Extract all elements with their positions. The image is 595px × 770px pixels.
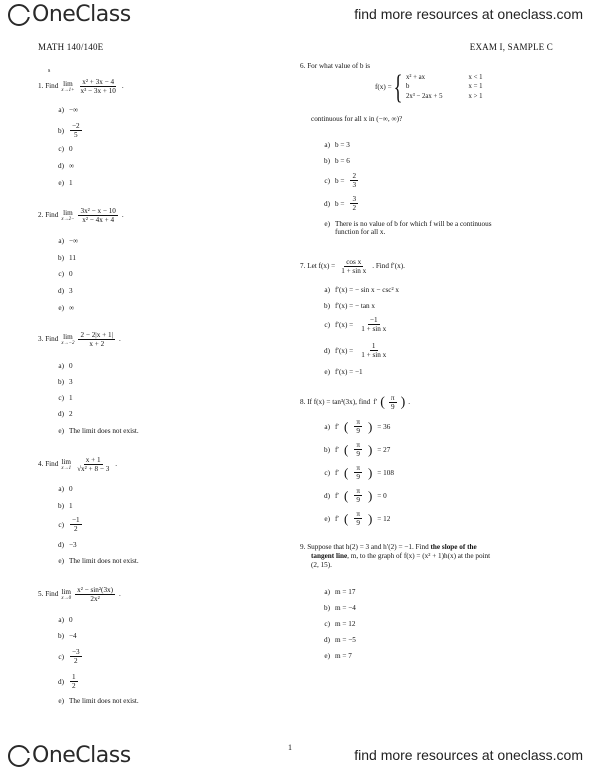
q3-den: x + 2 xyxy=(89,340,105,349)
q8-option-a[interactable]: a) f′ ( $\frac{\pi}{9}$ ) = 36 xyxy=(318,418,390,436)
question-8: 8. If f(x) = tan³(3x), find f′ ( $\frac{\pi}{9}$ ) . xyxy=(300,394,411,412)
q2-fraction xyxy=(78,207,117,225)
q5-option-b[interactable] xyxy=(52,632,77,640)
frac-num: −3 xyxy=(72,648,80,656)
q1-option-c[interactable] xyxy=(52,145,73,153)
opt-label: a) xyxy=(58,237,64,245)
opt-label: b) xyxy=(58,378,64,386)
opt-value: 1 xyxy=(69,502,73,510)
opt-fprime: f′ xyxy=(335,422,339,431)
question-1 xyxy=(38,78,124,96)
top-banner xyxy=(0,0,595,30)
frac-den: 2 xyxy=(72,682,76,691)
opt-fraction xyxy=(354,510,362,528)
frac-den: 2 xyxy=(74,525,78,534)
opt-label: e) xyxy=(324,368,330,376)
opt-label: b) xyxy=(324,302,330,310)
opt-value: = 108 xyxy=(377,468,394,477)
q3-end: . xyxy=(119,335,121,344)
opt-fraction xyxy=(354,441,362,459)
q2-den: x² − 4x + 4 xyxy=(82,216,115,225)
q7-option-d[interactable] xyxy=(318,342,389,360)
opt-label: b) xyxy=(58,126,64,135)
opt-value: 0 xyxy=(69,485,73,493)
frac-num: 2 xyxy=(352,172,357,180)
opt-label: e) xyxy=(324,652,330,660)
opt-label: b) xyxy=(324,157,330,165)
q6-continuous-text: continuous for all x in (−∞, ∞)? xyxy=(311,115,403,123)
q3-lim-sub: x→−2 xyxy=(61,340,75,346)
q3-option-d[interactable] xyxy=(52,410,73,418)
q3-option-e[interactable] xyxy=(52,427,139,435)
q2-option-d[interactable] xyxy=(52,287,73,295)
q4-den: √x² + 8 − 3 xyxy=(77,465,110,474)
opt-label: e) xyxy=(324,514,330,523)
frac-num: −1 xyxy=(72,516,80,524)
opt-label: d) xyxy=(324,491,330,500)
case-expr: x² + ax xyxy=(405,74,426,81)
opt-value: 3 xyxy=(69,378,73,386)
q8-stem: 8. If f(x) = tan³(3x), find xyxy=(300,398,371,407)
page-number: 1 xyxy=(288,743,292,752)
opt-fraction xyxy=(70,648,82,666)
q8-option-d[interactable]: d) f′ ( $\frac{\pi}{9}$ ) = 0 xyxy=(318,487,387,505)
q9-option-a[interactable] xyxy=(318,588,355,596)
q9-option-d[interactable] xyxy=(318,636,356,644)
q6-option-b[interactable] xyxy=(318,157,350,165)
question-3 xyxy=(38,331,121,349)
q5-num: x² − sin²(3x) xyxy=(77,586,114,594)
opt-label: e) xyxy=(58,697,64,705)
q5-option-d[interactable] xyxy=(52,673,79,691)
frac-den: 2 xyxy=(74,657,78,666)
frac-num: π xyxy=(356,441,360,449)
q9-option-e[interactable] xyxy=(318,652,352,660)
logo-text: OneClass xyxy=(32,743,131,768)
opt-value: 1 xyxy=(69,179,73,187)
opt-value: = 36 xyxy=(377,422,391,431)
q9-text-3: (2, 15). xyxy=(311,561,332,569)
opt-line-2: function for all x. xyxy=(335,228,386,236)
opt-label: d) xyxy=(324,199,330,208)
frac-den: 9 xyxy=(356,427,360,436)
frac-den: 2 xyxy=(352,204,357,213)
question-7 xyxy=(300,258,405,276)
q9-bold-1: the slope of the xyxy=(430,543,477,551)
q2-option-b[interactable] xyxy=(52,254,76,262)
q7-option-c[interactable] xyxy=(318,316,389,334)
frac-num: −1 xyxy=(369,316,378,324)
frac-num: π xyxy=(356,464,360,472)
frac-den: 9 xyxy=(390,403,395,412)
q1-num: x² + 3x − 4 xyxy=(82,78,115,86)
q7-end: . Find f′(x). xyxy=(372,262,405,271)
opt-fraction xyxy=(354,487,362,505)
q4-stem: 4. Find xyxy=(38,460,59,469)
course-label: MATH 140/140E xyxy=(38,42,104,52)
opt-value: m = −5 xyxy=(335,636,356,644)
q6-option-e[interactable] xyxy=(318,220,492,236)
opt-value: = 0 xyxy=(377,491,387,500)
q8-pi-over-9 xyxy=(389,394,397,412)
q4-option-c[interactable] xyxy=(52,516,83,534)
q4-limit: lim x→1 xyxy=(61,457,72,471)
q1-den: x³ − 3x + 10 xyxy=(80,87,116,96)
q4-option-a[interactable] xyxy=(52,485,73,493)
frac-num: π xyxy=(356,510,360,518)
opt-fraction xyxy=(350,172,358,190)
q6-piecewise xyxy=(375,69,483,107)
opt-value: m = 7 xyxy=(335,652,352,660)
frac-num: π xyxy=(390,394,395,402)
question-4 xyxy=(38,456,117,474)
opt-fraction xyxy=(354,418,362,436)
opt-label: c) xyxy=(324,620,330,628)
opt-value: 1 xyxy=(69,394,73,402)
opt-value: m = 17 xyxy=(335,588,356,596)
opt-value: 11 xyxy=(69,254,76,262)
frac-num: 1 xyxy=(72,673,76,681)
opt-value: f′(x) = −1 xyxy=(335,368,363,376)
opt-label: a) xyxy=(58,485,64,493)
q5-fraction xyxy=(75,586,115,604)
q7-den: 1 + sin x xyxy=(341,267,367,276)
opt-label: a) xyxy=(324,422,330,431)
q9-text-1: 9. Suppose that h(2) = 3 and h′(2) = −1. Find xyxy=(300,543,431,551)
opt-label: b) xyxy=(324,604,330,612)
question-9 xyxy=(300,543,555,570)
q6-option-d[interactable] xyxy=(318,195,359,213)
q8-end: . xyxy=(408,398,411,407)
opt-label: b) xyxy=(58,502,64,510)
frac-den: 1 + sin x xyxy=(361,325,387,334)
question-2 xyxy=(38,207,124,225)
q7-num: cos x xyxy=(346,258,362,266)
frac-den: 5 xyxy=(74,131,78,140)
opt-fraction xyxy=(359,316,388,334)
opt-fraction xyxy=(359,342,388,360)
opt-label: e) xyxy=(58,304,64,312)
frac-num: π xyxy=(356,487,360,495)
frac-den: 9 xyxy=(356,519,360,528)
opt-label: e) xyxy=(324,220,330,228)
opt-label: e) xyxy=(58,427,64,435)
opt-label: d) xyxy=(58,541,64,549)
frac-den: 1 + sin x xyxy=(361,351,387,360)
opt-value: 0 xyxy=(69,145,73,153)
opt-prefix: b = xyxy=(335,176,345,185)
oneclass-logo[interactable] xyxy=(8,2,131,27)
q4-lim-sub: x→1 xyxy=(61,465,72,471)
opt-label: c) xyxy=(58,394,64,402)
q8-option-c[interactable]: c) f′ ( $\frac{\pi}{9}$ ) = 108 xyxy=(318,464,394,482)
q3-limit: lim x→−2 xyxy=(61,332,75,346)
opt-fprime: f′ xyxy=(335,514,339,523)
question-6 xyxy=(300,62,370,71)
frac-num: 3 xyxy=(352,195,357,203)
q1-option-b[interactable] xyxy=(52,122,83,140)
q2-option-e[interactable] xyxy=(52,304,74,312)
q7-option-e[interactable] xyxy=(318,368,363,376)
opt-label: a) xyxy=(58,362,64,370)
q4-option-b[interactable] xyxy=(52,502,73,510)
opt-label: a) xyxy=(324,286,330,294)
opt-label: a) xyxy=(58,616,64,624)
opt-fprime: f′ xyxy=(335,445,339,454)
q6-cases xyxy=(406,74,483,101)
opt-label: c) xyxy=(324,320,330,329)
opt-value: ∞ xyxy=(69,162,75,170)
opt-prefix: f′(x) = xyxy=(335,346,354,355)
oneclass-logo[interactable] xyxy=(8,743,131,768)
opt-label: d) xyxy=(58,287,64,295)
q2-num: 3x² − x − 10 xyxy=(80,207,116,215)
case-expr: 2x³ − 2ax + 5 xyxy=(405,92,443,100)
q1-option-d[interactable] xyxy=(52,162,74,170)
q5-den: 2x² xyxy=(90,595,100,604)
frac-den: 3 xyxy=(352,181,357,190)
q5-end: . xyxy=(119,590,121,599)
frac-den: 9 xyxy=(356,473,360,482)
q2-lim-sub: x→2− xyxy=(61,216,75,222)
resources-link[interactable]: find more resources at oneclass.com xyxy=(354,747,583,763)
q7-stem: 7. Let f(x) = xyxy=(300,262,336,271)
frac-num: π xyxy=(356,418,360,426)
case-cond: x < 1 xyxy=(468,74,483,81)
case-cond: x > 1 xyxy=(468,92,483,100)
opt-label: b) xyxy=(58,632,64,640)
q9-bold-2: tangent line xyxy=(311,552,348,560)
q8-option-e[interactable]: e) f′ ( $\frac{\pi}{9}$ ) = 12 xyxy=(318,510,390,528)
q8-fprime: f′ xyxy=(373,398,378,407)
q2-option-c[interactable] xyxy=(52,270,73,278)
opt-label: e) xyxy=(58,179,64,187)
opt-label: a) xyxy=(58,106,64,114)
q3-stem: 3. Find xyxy=(38,335,59,344)
q4-fraction xyxy=(75,456,111,474)
q4-option-d[interactable] xyxy=(52,541,77,549)
oneclass-logo-icon xyxy=(8,4,30,26)
opt-label: a) xyxy=(324,588,330,596)
opt-fprime: f′ xyxy=(335,491,339,500)
opt-label: a) xyxy=(324,141,330,149)
q6-fx: f(x) = xyxy=(375,83,392,92)
q3-option-a[interactable] xyxy=(52,362,73,370)
q8-option-b[interactable]: b) f′ ( $\frac{\pi}{9}$ ) = 27 xyxy=(318,441,390,459)
opt-value: f′(x) = − sin x − csc² x xyxy=(335,286,399,294)
q9-text-2: , m, to the graph of f(x) = (x² + 1)h(x) at the point xyxy=(347,552,491,560)
exam-label: EXAM I, SAMPLE C xyxy=(469,42,553,52)
frac-den: 9 xyxy=(356,496,360,505)
q3-option-c[interactable] xyxy=(52,394,73,402)
opt-label: c) xyxy=(58,270,64,278)
opt-fraction xyxy=(354,464,362,482)
opt-label: c) xyxy=(324,176,330,185)
frac-den: 9 xyxy=(356,450,360,459)
opt-value: ∞ xyxy=(69,304,75,312)
q1-stem: 1. Find xyxy=(38,82,59,91)
q1-end: . xyxy=(121,82,124,91)
q2-limit: lim x→2− xyxy=(61,208,75,222)
opt-value: The limit does not exist. xyxy=(69,427,139,435)
opt-label: c) xyxy=(58,652,64,661)
opt-prefix: b = xyxy=(335,199,345,208)
opt-value: 0 xyxy=(69,270,73,278)
opt-value: = 27 xyxy=(377,445,391,454)
opt-label: e) xyxy=(58,557,64,565)
q1-option-a[interactable] xyxy=(52,106,78,114)
q5-option-a[interactable] xyxy=(52,616,73,624)
opt-fraction xyxy=(70,122,82,140)
q2-end: . xyxy=(121,211,124,220)
q6-option-a[interactable] xyxy=(318,141,350,149)
q2-option-a[interactable] xyxy=(52,237,78,245)
q5-option-c[interactable] xyxy=(52,648,83,666)
opt-value: −3 xyxy=(69,541,77,549)
q5-stem: 5. Find xyxy=(38,590,59,599)
question-5 xyxy=(38,586,121,604)
left-brace-icon: { xyxy=(393,69,403,107)
opt-label: d) xyxy=(58,677,64,686)
stray-mark: s xyxy=(48,68,51,74)
opt-value: = 12 xyxy=(377,514,391,523)
q1-limit: lim x→1+ xyxy=(61,79,75,93)
opt-value xyxy=(335,220,492,236)
frac-num: 1 xyxy=(371,342,376,350)
q1-fraction xyxy=(78,78,117,96)
q5-option-e[interactable] xyxy=(52,697,139,705)
opt-value: m = −4 xyxy=(335,604,356,612)
frac-num: −2 xyxy=(72,122,80,130)
oneclass-logo-icon xyxy=(8,745,30,767)
case-cond: x = 1 xyxy=(468,83,483,91)
opt-value: 3 xyxy=(69,287,73,295)
resources-link[interactable]: find more resources at oneclass.com xyxy=(354,6,583,22)
opt-value: 0 xyxy=(69,616,73,624)
opt-label: d) xyxy=(58,162,64,170)
q6-option-c[interactable] xyxy=(318,172,359,190)
opt-value: 0 xyxy=(69,362,73,370)
logo-text: OneClass xyxy=(32,2,131,27)
opt-value: b = 3 xyxy=(335,141,350,149)
opt-label: d) xyxy=(324,346,330,355)
opt-value: b = 6 xyxy=(335,157,350,165)
opt-label: c) xyxy=(58,520,64,529)
bottom-banner xyxy=(0,738,595,768)
opt-label: b) xyxy=(324,445,330,454)
q1-option-e[interactable] xyxy=(52,179,73,187)
q5-limit: lim x→0 xyxy=(61,587,72,601)
opt-fraction xyxy=(70,673,78,691)
opt-value: −∞ xyxy=(69,237,79,245)
opt-value: The limit does not exist. xyxy=(69,697,139,705)
opt-label: c) xyxy=(58,145,64,153)
opt-label: d) xyxy=(58,410,64,418)
opt-fprime: f′ xyxy=(335,468,339,477)
q9-option-b[interactable] xyxy=(318,604,356,612)
q4-end: . xyxy=(115,460,118,469)
opt-value: 2 xyxy=(69,410,73,418)
opt-label: c) xyxy=(324,468,330,477)
case-expr: b xyxy=(405,83,410,91)
opt-value: The limit does not exist. xyxy=(69,557,139,565)
opt-label: b) xyxy=(58,254,64,262)
q1-lim-sub: x→1+ xyxy=(61,87,75,93)
opt-fraction xyxy=(350,195,358,213)
q7-fraction xyxy=(339,258,368,276)
q3-num: 2 − 2|x + 1| xyxy=(80,331,114,339)
opt-fraction xyxy=(70,516,82,534)
q3-fraction xyxy=(78,331,115,349)
q4-num: x + 1 xyxy=(85,456,101,464)
q3-option-b[interactable] xyxy=(52,378,73,386)
q5-lim-sub: x→0 xyxy=(61,595,72,601)
opt-prefix: f′(x) = xyxy=(335,320,354,329)
opt-value: −∞ xyxy=(69,106,79,114)
q7-option-a[interactable] xyxy=(318,286,399,294)
q2-stem: 2. Find xyxy=(38,211,59,220)
opt-label: d) xyxy=(324,636,330,644)
opt-value: f′(x) = − tan x xyxy=(335,302,376,310)
q7-option-b[interactable] xyxy=(318,302,375,310)
q6-stem: 6. For what value of b is xyxy=(300,62,371,70)
q4-option-e[interactable] xyxy=(52,557,139,565)
opt-value: −4 xyxy=(69,632,77,640)
opt-value: m = 12 xyxy=(335,620,356,628)
opt-line-1: There is no value of b for which f will be a continuous xyxy=(335,220,492,228)
q9-option-c[interactable] xyxy=(318,620,355,628)
